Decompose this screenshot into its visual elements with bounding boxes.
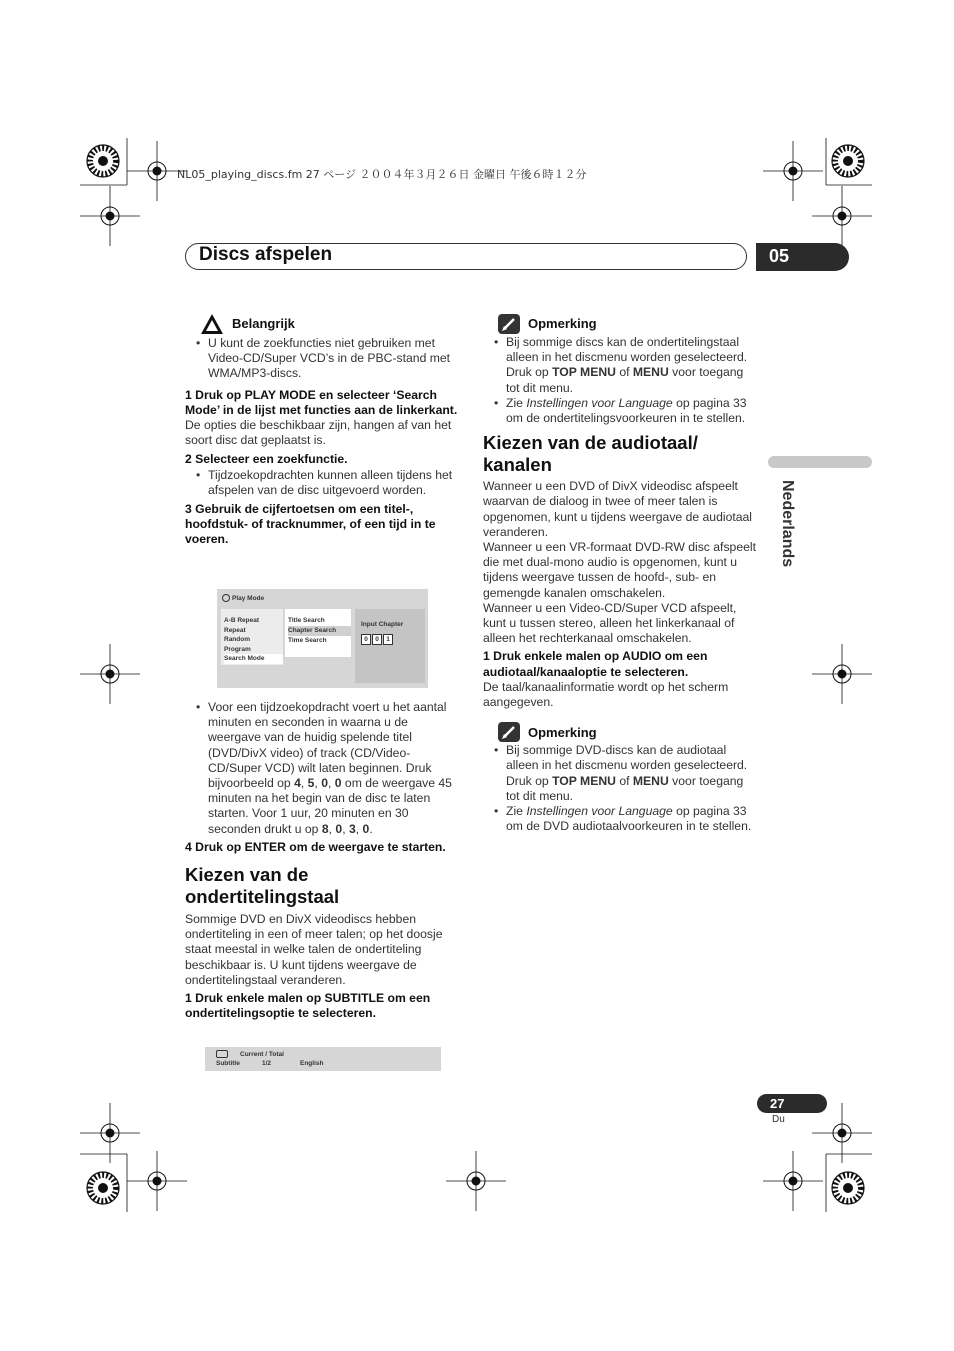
step-4: 4 Druk op ENTER om de weergave te starten. [185, 839, 446, 854]
note2-header [483, 722, 757, 742]
digit-box: 0 [361, 634, 371, 645]
digit-box: 1 [383, 634, 393, 645]
chapter-title: Discs afspelen [199, 244, 333, 265]
disc-icon [222, 594, 230, 602]
play-mode-osd [217, 589, 428, 688]
menu-item-random[interactable]: Random [224, 636, 250, 644]
menu-item-search-mode[interactable]: Search Mode [224, 654, 283, 664]
step-2-bullet: • Tijdzoekopdrachten kunnen alleen tijdens het afspelen van de disc uitgevoerd worden. [185, 468, 460, 498]
subtitle-col-header: Current / Total [240, 1051, 284, 1058]
subtitle-body: Sommige DVD en DivX videodiscs hebben ondertiteling in een of meer talen; op het doosje staat meestal in welke talen de ondertiteling beschikbaar is. U kunt tijdens weergave de ondertitelingstaal veranderen. [185, 912, 443, 987]
page-language-code: Du [772, 1114, 785, 1125]
step-2: 2 Selecteer een zoekfunctie. [185, 452, 348, 467]
subtitle-language[interactable]: English [300, 1060, 324, 1067]
subtitle-osd [205, 1047, 441, 1071]
input-chapter-label: Input Chapter [361, 621, 404, 628]
submenu-time-search[interactable]: Time Search [288, 636, 327, 644]
audio-step-1: 1 Druk enkele malen op AUDIO om een audiotaal/kanaaloptie te selecteren. [483, 649, 708, 679]
step-1: 1 Druk op PLAY MODE en selecteer ‘Search Mode’ in de lijst met functies aan de linkerkant. [185, 387, 458, 417]
important-header [185, 314, 460, 334]
warning-hand-icon [200, 313, 224, 335]
audio-step-1-body: De taal/kanaalinformatie wordt op het scherm aangegeven. [483, 679, 729, 710]
audio-paragraph-2: Wanneer u een VR-formaat DVD-RW disc afspeelt die met dual-mono audio is opgenomen, kunt u tijdens weergave tussen de hoofd-, sub- en gemengde kanalen omschakelen. [483, 540, 756, 600]
left-column [185, 314, 460, 548]
language-label [762, 480, 802, 580]
note1-title: Opmerking [528, 316, 597, 332]
note2-bullet-1: • Bij sommige DVD-discs kan de audiotaal alleen in het discmenu worden geselecteerd. Druk op TOP MENU of MENU voor toegang tot dit menu. [483, 743, 757, 804]
menu-item-ab-repeat[interactable]: A-B Repeat [224, 617, 260, 624]
audio-paragraph-1: Wanneer u een DVD of DivX videodisc afspeelt waarvan de dialoog in twee of meer talen is opgenomen, kunt u tijdens weergave de audiotaal veranderen. [483, 479, 752, 539]
input-panel [355, 609, 425, 683]
submenu-title-search[interactable]: Title Search [288, 617, 325, 624]
time-search-bullet: • Voor een tijdzoekopdracht voert u het aantal minuten en seconden in waarna u de weergave van de huidig spelende titel (DVD/DivX video) of track (CD/Video-CD/Super VCD) wilt laten beginnen. Druk bijvoorbeeld op 4, 5, 0, 0 om de weergave 45 minuten na het begin van de disc te laten starten. Voor 1 uur, 20 minuten en 30 seconden drukt u op 8, 0, 3, 0. [185, 700, 460, 837]
step-3: 3 Gebruik de cijfertoetsen om een titel-, hoofdstuk- of tracknummer, of een tijd in te voeren. [185, 502, 436, 547]
pencil-note-icon [498, 314, 520, 334]
important-title: Belangrijk [232, 316, 295, 332]
subtitle-heading: Kiezen van de ondertitelingstaal [185, 864, 340, 908]
audio-heading: Kiezen van de audiotaal/ kanalen [483, 432, 698, 476]
language-label-text: Nederlands [779, 480, 796, 568]
submenu-chapter-search[interactable]: Chapter Search [288, 626, 351, 636]
pencil-note-icon [498, 722, 520, 742]
digit-box: 0 [372, 634, 382, 645]
search-submenu [285, 609, 351, 657]
file-header-line: NL05_playing_discs.fm 27 ページ ２００４年３月２６日 金曜日 午後６時１２分 [177, 168, 587, 181]
left-column-lower [185, 700, 460, 1021]
page-number: 27 [757, 1094, 827, 1113]
note2-bullet-2: • Zie Instellingen voor Language op pagina 33 om de DVD audiotaalvoorkeuren in te stellen. [483, 804, 757, 834]
subtitle-label: Subtitle [216, 1060, 240, 1067]
note1-header [483, 314, 757, 334]
digit-field[interactable] [361, 634, 393, 645]
play-mode-menu [221, 609, 283, 665]
note2-title: Opmerking [528, 724, 597, 740]
important-bullet: • U kunt de zoekfuncties niet gebruiken met Video-CD/Super VCD’s in de PBC-stand met WMA/MP3-discs. [185, 336, 460, 382]
note1-bullet-1: • Bij sommige discs kan de ondertitelingstaal alleen in het discmenu worden geselecteerd. Druk op TOP MENU of MENU voor toegang tot dit menu. [483, 335, 757, 396]
right-column [483, 314, 757, 834]
play-mode-header [222, 594, 264, 602]
chapter-number: 05 [756, 243, 849, 271]
audio-paragraph-3: Wanneer u een Video-CD/Super VCD afspeelt, kunt u tussen stereo, alleen het linkerkanaal of alleen het rechterkanaal omschakelen. [483, 600, 737, 646]
menu-item-program[interactable]: Program [224, 645, 251, 653]
subtitle-step-1: 1 Druk enkele malen op SUBTITLE om een ondertitelingsoptie te selecteren. [185, 991, 431, 1021]
menu-item-repeat[interactable]: Repeat [224, 626, 246, 634]
play-mode-title: Play Mode [232, 594, 265, 602]
subtitle-count: 1/2 [262, 1060, 272, 1067]
language-tab [768, 456, 872, 468]
step-1-body: De opties die beschikbaar zijn, hangen af van het soort disc dat geplaatst is. [185, 418, 452, 448]
subtitle-icon [216, 1050, 228, 1058]
note1-bullet-2: • Zie Instellingen voor Language op pagina 33 om de ondertitelingsvoorkeuren in te stellen. [483, 396, 757, 426]
